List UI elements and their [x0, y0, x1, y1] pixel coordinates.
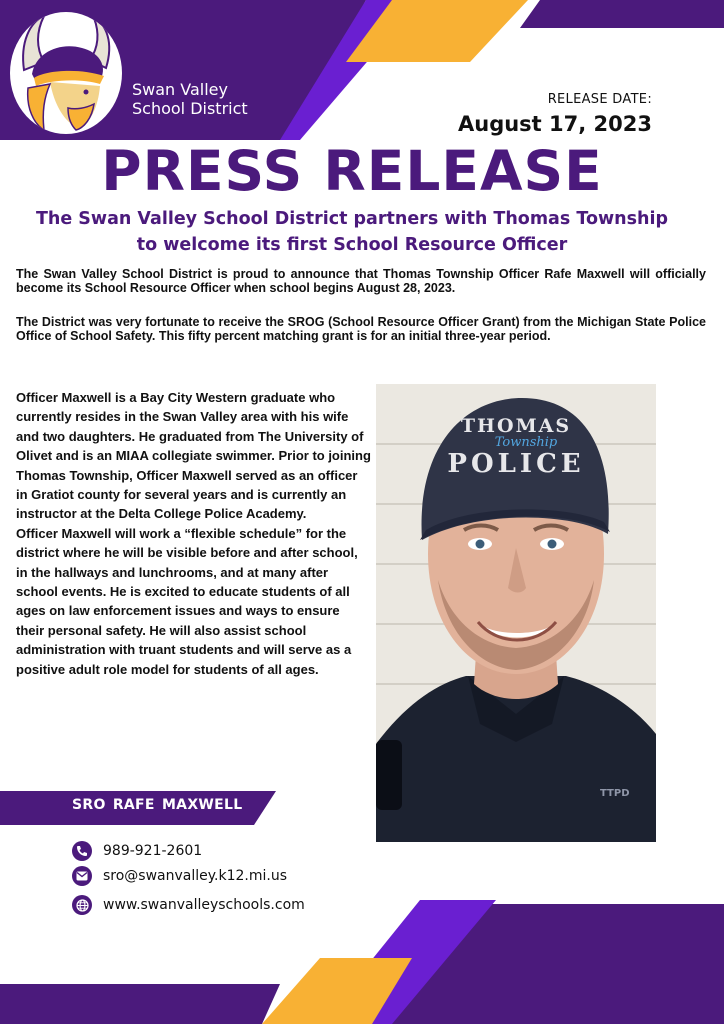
- shoulder-patch-text: TTPD: [600, 788, 630, 799]
- viking-logo: [10, 12, 122, 134]
- contact-phone: [72, 840, 202, 862]
- release-date: August 17, 2023: [458, 112, 652, 136]
- contact-email: [72, 865, 287, 887]
- cap-text-police: POLICE: [447, 449, 585, 479]
- district-name: [132, 80, 248, 118]
- page-title: PRESS RELEASE: [101, 139, 603, 203]
- intro-paragraph: The Swan Valley School District is proud to announce that Thomas Township Officer Rafe Maxwell will officially become its School Resource Officer when school begins August 28, 2023.: [16, 267, 706, 295]
- subtitle-line2: to welcome its first School Resource Officer: [136, 235, 568, 255]
- globe-icon: [72, 895, 92, 915]
- officer-bio: [16, 388, 371, 679]
- district-name-line1: Swan Valley: [132, 80, 228, 99]
- phone-number[interactable]: 989-921-2601: [103, 843, 203, 859]
- bio-paragraph-duties: Officer Maxwell will work a “flexible schedule” for the district where he will be visible before and after school, in the hallways and lunchrooms, and at many after school events. He is excited to educate students of all ages on law enforcement issues and ways to ensure their personal safety. He will also assist school administration with truant students and will serve as a positive adult role model for students of all ages.: [16, 525, 358, 677]
- bio-paragraph-background: Officer Maxwell is a Bay City Western graduate who currently resides in the Swan Valley area with his wife and two daughters. He graduated from The University of Olivet and is an MIAA collegiate swimmer. Prior to joining Thomas Township, Officer Maxwell served as an officer in Gratiot county for several years and is currently an instructor at the Delta College Police Academy.: [16, 390, 371, 522]
- email-icon: [72, 866, 92, 886]
- officer-photo: [376, 384, 656, 842]
- cap-text-township: Township: [494, 435, 558, 450]
- phone-icon: [72, 841, 92, 861]
- website-url[interactable]: www.swanvalleyschools.com: [103, 897, 305, 913]
- sro-name-label: SRO RAFE MAXWELL: [72, 797, 243, 813]
- contact-website: [72, 894, 305, 916]
- subtitle-line1: The Swan Valley School District partners with Thomas Township: [35, 209, 669, 229]
- release-date-label: RELEASE DATE:: [547, 92, 652, 107]
- district-name-line2: School District: [132, 99, 248, 118]
- email-address[interactable]: sro@swanvalley.k12.mi.us: [103, 868, 288, 884]
- grant-paragraph: The District was very fortunate to receive the SROG (School Resource Officer Grant) from the Michigan State Police Office of School Safety. This fifty percent matching grant is for an initial three-year period.: [16, 315, 706, 343]
- cap-text-thomas: THOMAS: [460, 415, 572, 437]
- subtitle: [20, 206, 684, 258]
- header-right-band: [520, 0, 724, 28]
- footer-left-band: [0, 984, 280, 1024]
